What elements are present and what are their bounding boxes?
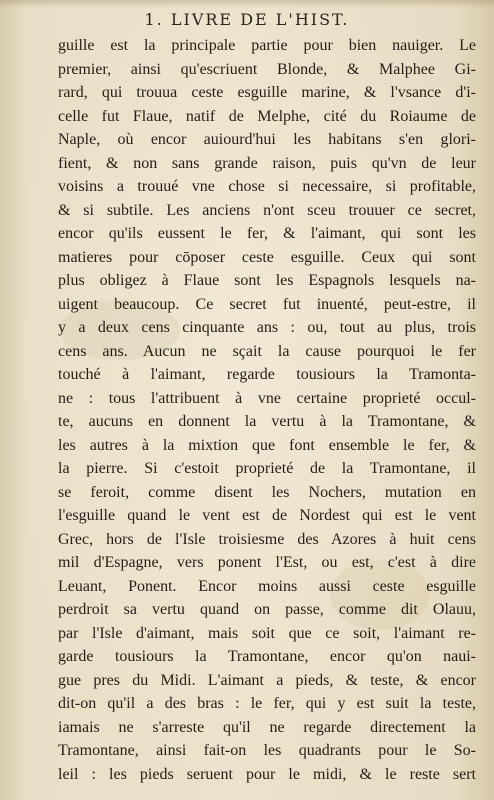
text-line: les autres à la mixtion que font ensemble le fer, & [58,436,476,454]
text-line: Naple, où encor auiourd'hui les habitans s'en glori- [58,131,476,148]
text-line: matieres pour cōposer ceste esguille. Ceux qui sont [58,248,476,266]
body-text [58,34,476,786]
text-line: dit-on qu'il a des bras : le fer, qui y est suit la teste, [58,695,476,712]
text-line: uigent beaucoup. Ce secret fut inuenté, peut-estre, il [58,295,476,313]
text-line: voisins a trouué vne chose si necessaire, si profitable, [58,178,476,195]
page-top-shadow [0,0,494,8]
text-line: leil : les pieds seruent pour le midi, & le reste sert [58,765,476,783]
text-line: Grec, hors de l'Isle troisiesme des Azores à huit cens [58,530,476,548]
text-line: par l'Isle d'aimant, mais soit que ce soit, l'aimant re- [58,624,476,642]
text-line: fient, & non sans grande raison, puis qu'vn de leur [58,154,476,172]
text-line: rard, qui trouua ceste esguille marine, & l'vsance d'i- [58,84,476,101]
text-line: iamais ne s'arreste qu'il ne regarde directement la [58,718,476,736]
text-line: l'esguille quand le vent est de Nordest qui est le vent [58,507,476,524]
text-line: plus obligez à Flaue sont les Espagnols lesquels na- [58,272,476,289]
text-line: guille est la principale partie pour bien nauiger. Le [58,37,476,54]
text-line: se feroit, comme disent les Nochers, mutation en [58,483,476,501]
text-line: & si subtile. Les anciens n'ont sceu trouuer ce secret, [58,201,476,219]
text-line: Tramontane, ainsi fait-on les quadrants pour le So- [58,742,476,759]
running-head: 1. LIVRE DE L'HIST. [144,10,350,29]
text-line: te, aucuns en donnent la vertu à la Tramontane, & [58,413,476,430]
text-line: celle fut Flaue, natif de Melphe, cité du Roiaume de [58,107,476,125]
text-line: Leuant, Ponent. Encor moins aussi ceste esguille [58,577,476,595]
text-line: gue pres du Midi. L'aimant a pieds, & teste, & encor [58,671,476,689]
text-line: premier, ainsi qu'escriuent Blonde, & Malphee Gi- [58,60,476,78]
text-line: encor qu'ils eussent le fer, & l'aimant, qui sont les [58,225,476,242]
text-line: perdroit sa vertu quand on passe, comme dit Olauu, [58,601,476,618]
text-line: ne : tous l'attribuent à vne certaine proprieté occul- [58,389,476,407]
text-line: cens ans. Aucun ne sçait la cause pourquoi le fer [58,342,476,360]
text-line: la pierre. Si c'estoit proprieté de la Tramontane, il [58,460,476,477]
text-line: touché à l'aimant, regarde tousiours la Tramonta- [58,366,476,383]
text-line: y a deux cens cinquante ans : ou, tout au plus, trois [58,319,476,336]
text-line: garde tousiours la Tramontane, encor qu'on naui- [58,648,476,665]
text-line: mil d'Espagne, vers ponent l'Est, ou est, c'est à dire [58,554,476,571]
